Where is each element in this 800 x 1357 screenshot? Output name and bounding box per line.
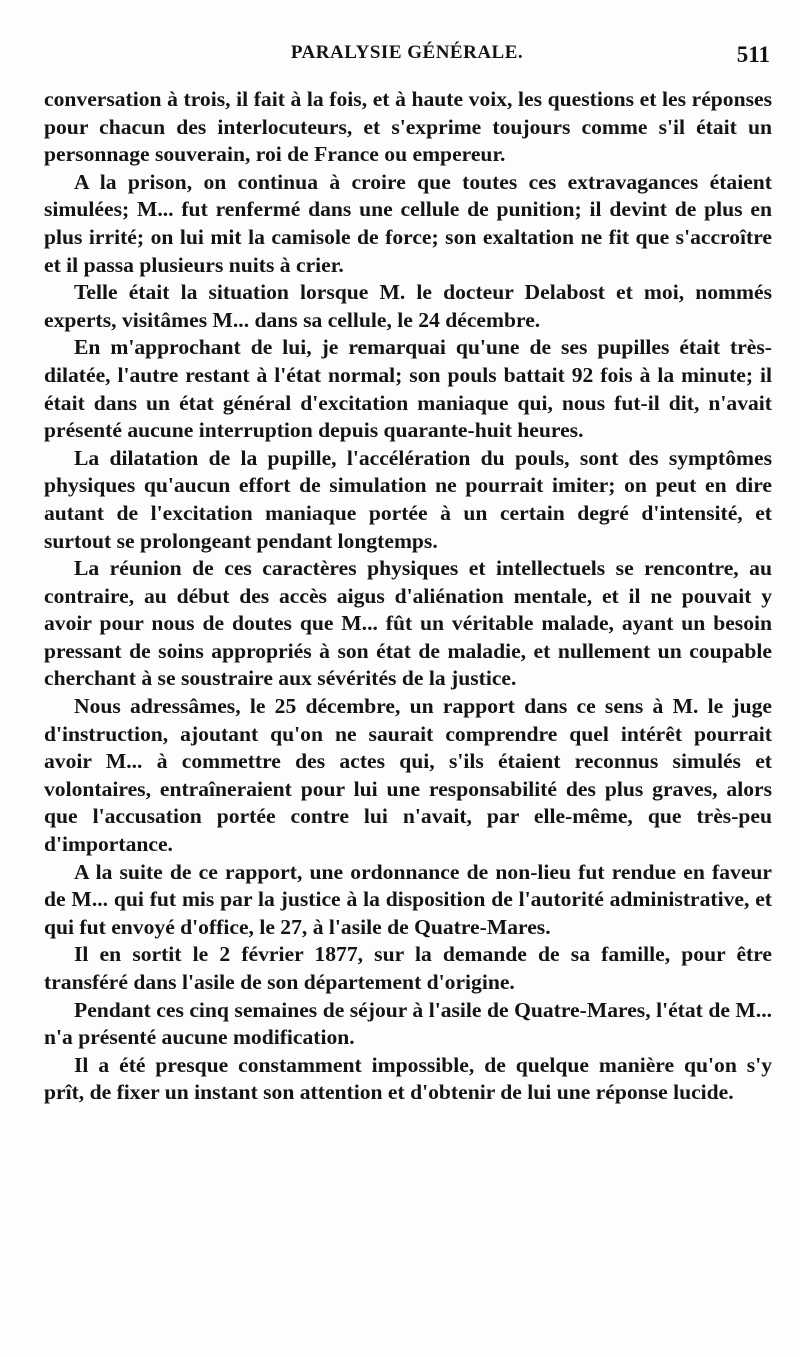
page-number: 511 — [736, 42, 770, 67]
body-text — [44, 86, 772, 1107]
paragraph-6: La réunion de ces caractères physiques et intellectuels se rencontre, au contraire, au début des accès aigus d'aliénation mentale, et il ne pouvait y avoir pour nous de doutes que M... fût un véritable malade, ayant un besoin pressant de soins appropriés à son état de maladie, et nullement un coupable cherchant à se soustraire aux sévérités de la justice. — [44, 556, 772, 691]
paragraph-11: Il a été presque constamment impossible, de quelque manière qu'on s'y prît, de fixer un instant son attention et d'obtenir de lui une réponse lucide. — [44, 1052, 772, 1105]
paragraph-3: Telle était la situation lorsque M. le docteur Delabost et moi, nommés experts, visitâmes M... dans sa cellule, le 24 décembre. — [44, 280, 772, 332]
paragraph-9: Il en sortit le 2 février 1877, sur la demande de sa famille, pour être transféré dans l'asile de son département d'origine. — [44, 942, 772, 994]
paragraph-1: conversation à trois, il fait à la fois, et à haute voix, les questions et les réponses pour chacun des interlocuteurs, et s'exprime toujours comme s'il était un personnage souverain, roi de France ou empereur. — [44, 87, 772, 167]
running-title: PARALYSIE GÉNÉRALE. — [290, 42, 524, 63]
paragraph-5: La dilatation de la pupille, l'accélération du pouls, sont des symptômes physiques qu'aucun effort de simulation ne pourrait imiter; on peut en dire autant de l'excitation maniaque portée à un certain degré d'intensité, et surtout se prolongeant pendant longtemps. — [44, 445, 772, 553]
paragraph-8: A la suite de ce rapport, une ordonnance de non-lieu fut rendue en faveur de M... qui fut mis par la justice à la disposition de l'autorité administrative, et qui fut envoyé d'office, le 27, à l'asile de Quatre-Mares. — [44, 859, 772, 939]
running-header — [44, 42, 770, 72]
paragraph-10: Pendant ces cinq semaines de séjour à l'asile de Quatre-Mares, l'état de M... n'a présenté aucune modification. — [44, 997, 772, 1050]
paragraph-7: Nous adressâmes, le 25 décembre, un rapport dans ce sens à M. le juge d'instruction, ajoutant qu'on ne saurait comprendre quel intérêt pourrait avoir M... à commettre des actes qui, s'ils étaient reconnus simulés et volontaires, entraîneraient pour lui une responsabilité des plus graves, alors que l'accusation portée contre lui n'avait, par elle-même, que très-peu d'importance. — [44, 694, 772, 857]
paragraph-4: En m'approchant de lui, je remarquai qu'une de ses pupilles était très-dilatée, l'autre restant à l'état normal; son pouls battait 92 fois à la minute; il était dans un état général d'excitation maniaque qui, nous fut-il dit, n'avait présenté aucune interruption depuis quarante-huit heures. — [44, 335, 772, 443]
paragraph-2: A la prison, on continua à croire que toutes ces extravagances étaient simulées; M... fut renfermé dans une cellule de punition; il devint de plus en plus irrité; on lui mit la camisole de force; son exaltation ne fit que s'accroître et il passa plusieurs nuits à crier. — [44, 169, 772, 277]
